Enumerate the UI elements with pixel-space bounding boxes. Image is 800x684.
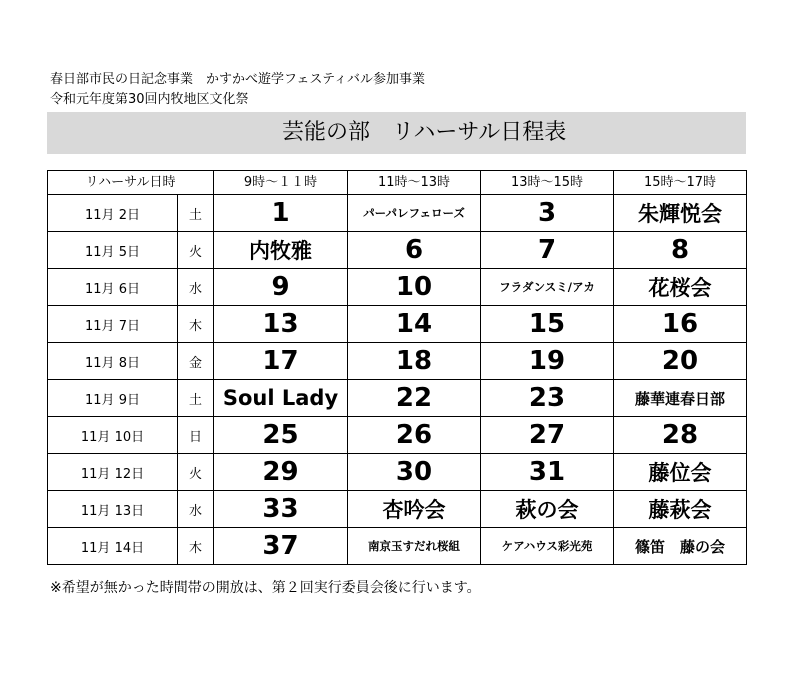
slot-cell: 藤華連春日部	[614, 380, 747, 417]
table-row	[48, 195, 747, 232]
table-row	[48, 528, 747, 565]
slot-cell: 6	[348, 232, 481, 269]
slot-cell: 藤位会	[614, 454, 747, 491]
row-date: 11月 2日	[48, 195, 178, 232]
rehearsal-schedule-table	[47, 170, 747, 565]
event-header-line2: 令和元年度第30回内牧地区文化祭	[50, 92, 249, 107]
slot-cell: 30	[348, 454, 481, 491]
slot-cell: 1	[214, 195, 348, 232]
slot-cell: 9	[214, 269, 348, 306]
row-weekday: 土	[178, 195, 214, 232]
row-weekday: 日	[178, 417, 214, 454]
column-header-datetime: リハーサル日時	[48, 171, 214, 195]
row-weekday: 木	[178, 306, 214, 343]
slot-cell: Soul Lady	[214, 380, 348, 417]
slot-cell: 内牧雅	[214, 232, 348, 269]
table-row	[48, 306, 747, 343]
slot-cell: 萩の会	[481, 491, 614, 528]
slot-cell: 7	[481, 232, 614, 269]
slot-cell: 10	[348, 269, 481, 306]
row-date: 11月 6日	[48, 269, 178, 306]
row-weekday: 木	[178, 528, 214, 565]
table-row	[48, 491, 747, 528]
row-weekday: 水	[178, 269, 214, 306]
row-weekday: 土	[178, 380, 214, 417]
footnote: ※希望が無かった時間帯の開放は、第２回実行委員会後に行います。	[50, 580, 481, 596]
slot-cell: 15	[481, 306, 614, 343]
slot-cell: 18	[348, 343, 481, 380]
row-weekday: 金	[178, 343, 214, 380]
table-row	[48, 380, 747, 417]
slot-cell: 朱輝悦会	[614, 195, 747, 232]
slot-cell: 花桜会	[614, 269, 747, 306]
row-date: 11月 12日	[48, 454, 178, 491]
slot-cell: 8	[614, 232, 747, 269]
row-date: 11月 14日	[48, 528, 178, 565]
slot-cell: 28	[614, 417, 747, 454]
slot-cell: 33	[214, 491, 348, 528]
slot-cell: 25	[214, 417, 348, 454]
table-row	[48, 232, 747, 269]
column-header-slot-9-11: 9時～１１時	[214, 171, 348, 195]
slot-cell: 14	[348, 306, 481, 343]
slot-cell: 19	[481, 343, 614, 380]
slot-cell: ケアハウス彩光苑	[481, 528, 614, 565]
table-header-row	[48, 171, 747, 195]
slot-cell: 29	[214, 454, 348, 491]
table-row	[48, 343, 747, 380]
row-weekday: 火	[178, 232, 214, 269]
table-row	[48, 417, 747, 454]
table-row	[48, 269, 747, 306]
event-header-line1: 春日部市民の日記念事業 かすかべ遊学フェスティバル参加事業	[50, 72, 426, 87]
column-header-slot-11-13: 11時～13時	[348, 171, 481, 195]
slot-cell: フラダンスミ/アカ	[481, 269, 614, 306]
row-date: 11月 13日	[48, 491, 178, 528]
slot-cell: 16	[614, 306, 747, 343]
slot-cell: 22	[348, 380, 481, 417]
title-band	[47, 112, 746, 154]
slot-cell: 37	[214, 528, 348, 565]
slot-cell: パーパレフェローズ	[348, 195, 481, 232]
slot-cell: 31	[481, 454, 614, 491]
row-date: 11月 7日	[48, 306, 178, 343]
row-weekday: 火	[178, 454, 214, 491]
slot-cell: 藤萩会	[614, 491, 747, 528]
slot-cell: 篠笛 藤の会	[614, 528, 747, 565]
slot-cell: 23	[481, 380, 614, 417]
column-header-slot-15-17: 15時～17時	[614, 171, 747, 195]
slot-cell: 13	[214, 306, 348, 343]
slot-cell: 17	[214, 343, 348, 380]
row-weekday: 水	[178, 491, 214, 528]
slot-cell: 20	[614, 343, 747, 380]
column-header-slot-13-15: 13時～15時	[481, 171, 614, 195]
row-date: 11月 10日	[48, 417, 178, 454]
slot-cell: 27	[481, 417, 614, 454]
slot-cell: 杏吟会	[348, 491, 481, 528]
page-title: 芸能の部 リハーサル日程表	[282, 120, 567, 145]
slot-cell: 3	[481, 195, 614, 232]
row-date: 11月 8日	[48, 343, 178, 380]
slot-cell: 26	[348, 417, 481, 454]
row-date: 11月 5日	[48, 232, 178, 269]
row-date: 11月 9日	[48, 380, 178, 417]
slot-cell: 南京玉すだれ桜組	[348, 528, 481, 565]
table-row	[48, 454, 747, 491]
